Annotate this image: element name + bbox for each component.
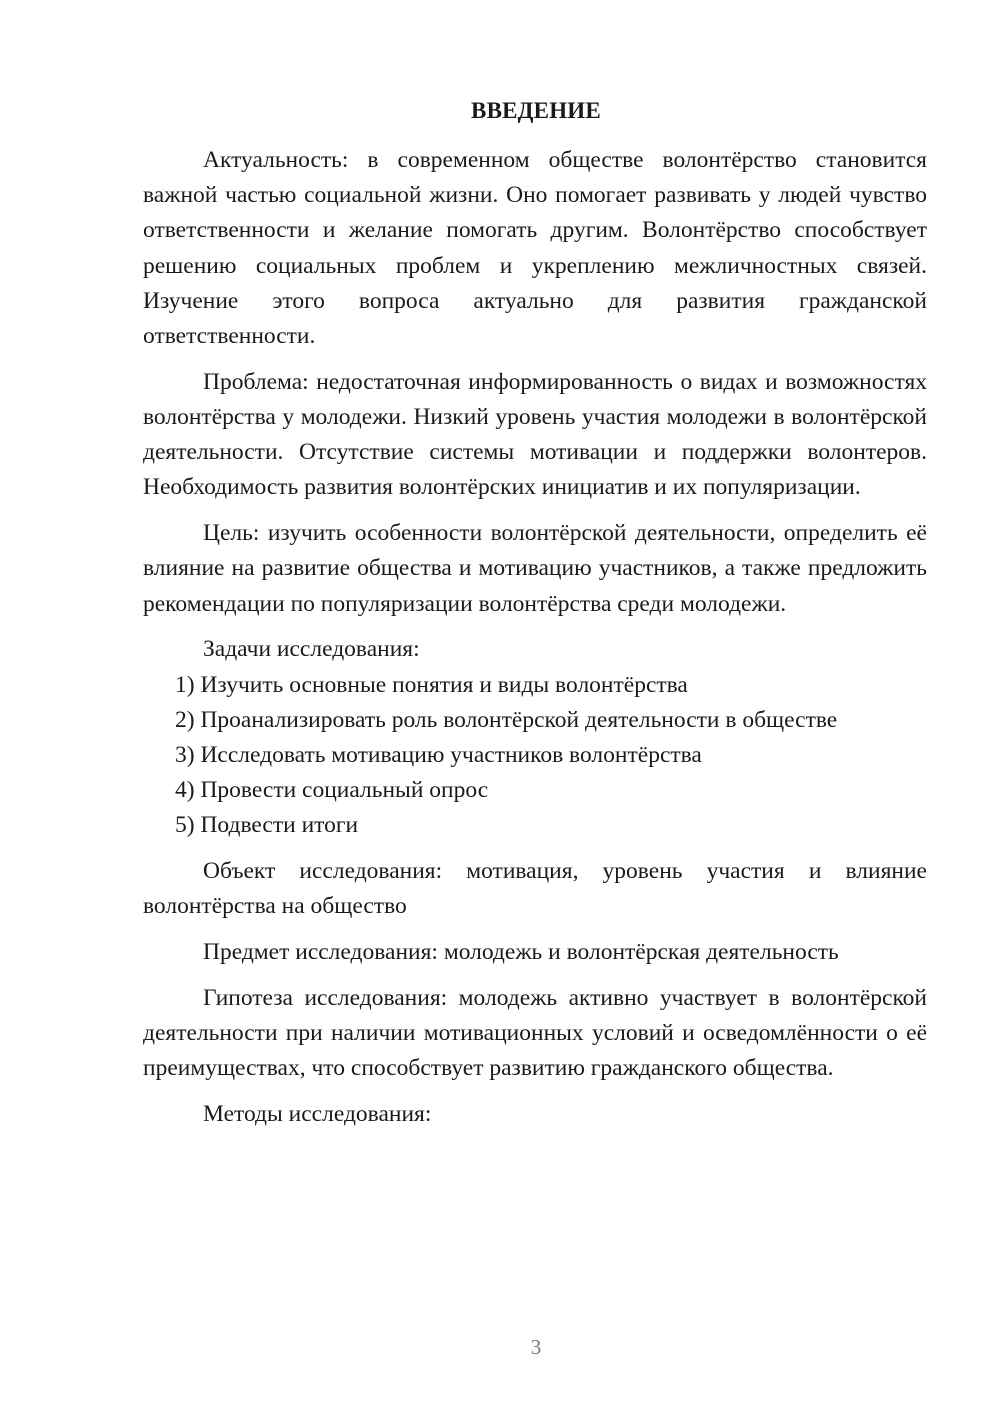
document-body [143,143,927,1132]
hypothesis-paragraph: Гипотеза исследования: молодежь активно участвует в волонтёрской деятельности при наличии мотивационных условий и осведомлённости о её преимуществах, что способствует развитию гражданского общества. [143,985,927,1082]
list-item: 2) Проанализировать роль волонтёрской деятельности в обществе [175,706,838,733]
goal-paragraph: Цель: изучить особенности волонтёрской деятельности, определить её влияние на развитие общества и мотивацию участников, а также предложить рекомендации по популяризации волонтёрства среди молодежи. [143,520,927,617]
section-title: ВВЕДЕНИЕ [471,98,601,123]
object-paragraph: Объект исследования: мотивация, уровень участия и влияние волонтёрства на общество [143,858,927,920]
methods-heading: Методы исследования: [203,1101,432,1128]
subject-paragraph: Предмет исследования: молодежь и волонтёрская деятельность [203,939,839,966]
list-item: 4) Провести социальный опрос [175,777,489,804]
tasks-list [143,668,927,844]
tasks-heading: Задачи исследования: [203,636,420,663]
problem-paragraph: Проблема: недостаточная информированность о видах и возможностях волонтёрства у молодежи. Низкий уровень участия молодежи в волонтёрской деятельности. Отсутствие системы мотивации и поддержки волонтеров. Необходимость развития волонтёрских инициатив и их популяризации. [143,368,927,501]
list-item: 1) Изучить основные понятия и виды волонтёрства [175,671,688,698]
list-item: 3) Исследовать мотивацию участников волонтёрства [175,742,702,769]
relevance-paragraph: Актуальность: в современном обществе волонтёрство становится важной частью социальной жизни. Оно помогает развивать у людей чувство ответственности и желание помогать другим. Волонтёрство способствует решению социальных проблем и укреплению межличностных связей. Изучение этого вопроса актуально для развития гражданской ответственности. [143,147,927,350]
page-number: 3 [530,1335,542,1359]
list-item: 5) Подвести итоги [175,812,359,839]
